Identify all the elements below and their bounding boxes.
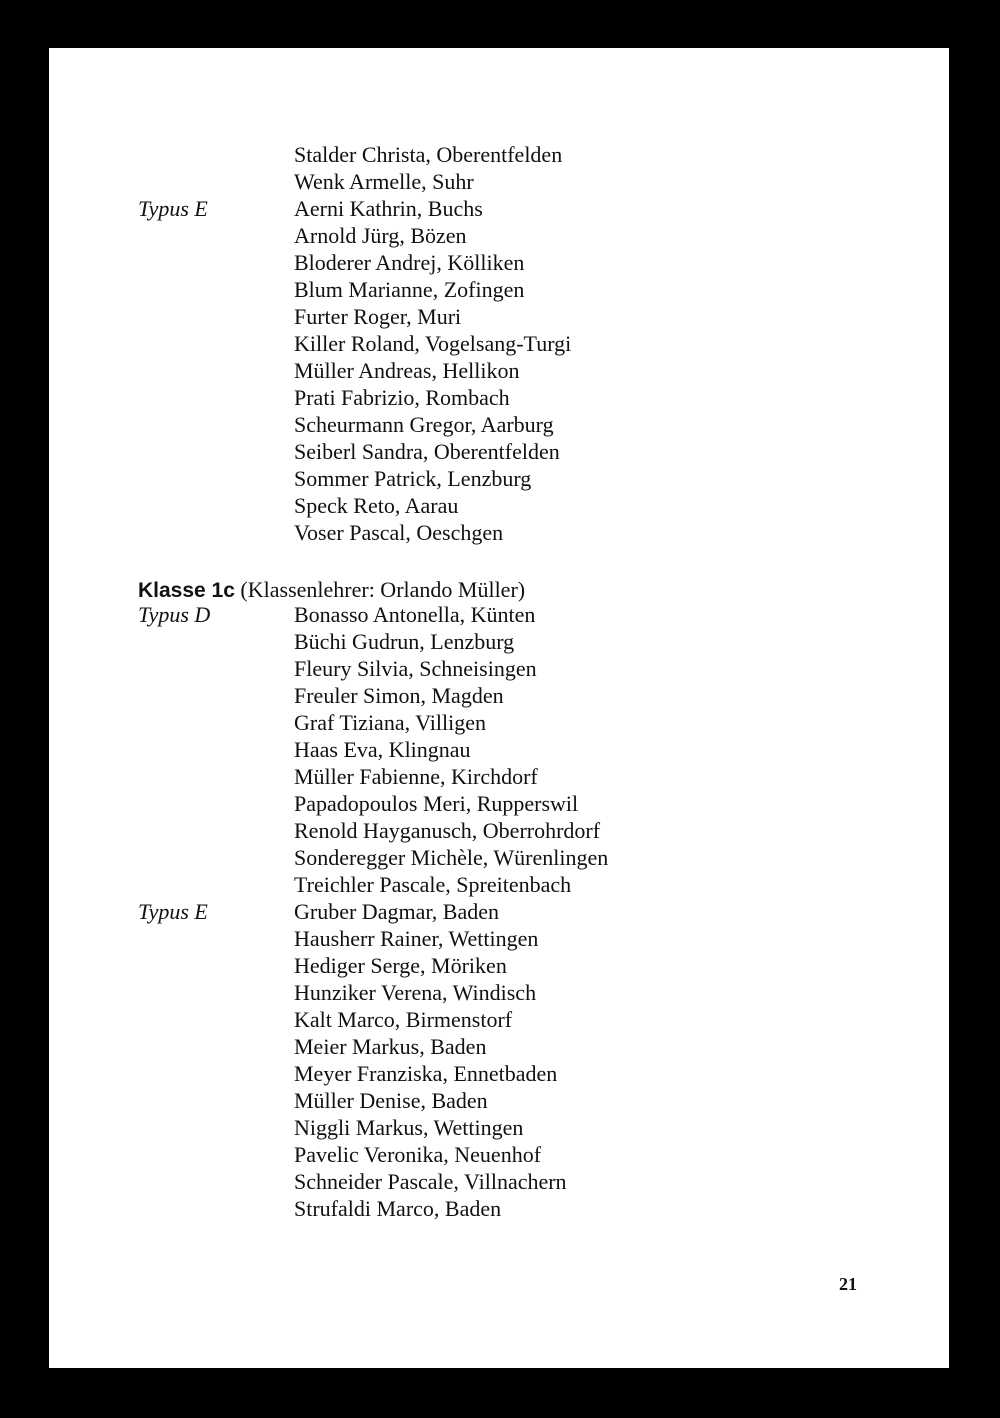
student-entry: Kalt Marco, Birmenstorf bbox=[294, 1007, 513, 1032]
list-item bbox=[49, 1060, 949, 1087]
list-item bbox=[49, 276, 949, 303]
student-entry: Meier Markus, Baden bbox=[294, 1034, 487, 1059]
list-item bbox=[49, 952, 949, 979]
student-entry: Hediger Serge, Möriken bbox=[294, 953, 507, 978]
list-item bbox=[49, 1114, 949, 1141]
list-item bbox=[49, 709, 949, 736]
student-entry: Fleury Silvia, Schneisingen bbox=[294, 656, 537, 681]
student-entry: Haas Eva, Klingnau bbox=[294, 737, 471, 762]
class-label: Klasse 1c bbox=[138, 579, 235, 602]
student-list-2 bbox=[49, 601, 949, 1222]
student-entry: Büchi Gudrun, Lenzburg bbox=[294, 629, 515, 654]
student-entry: Meyer Franziska, Ennetbaden bbox=[294, 1061, 558, 1086]
student-list-1 bbox=[49, 141, 949, 546]
student-entry: Renold Hayganusch, Oberrohrdorf bbox=[294, 818, 601, 843]
class-teacher: (Klassenlehrer: Orlando Müller) bbox=[234, 577, 526, 602]
student-entry: Hausherr Rainer, Wettingen bbox=[294, 926, 539, 951]
list-item bbox=[49, 655, 949, 682]
student-entry: Wenk Armelle, Suhr bbox=[294, 169, 474, 194]
list-item bbox=[49, 330, 949, 357]
typus-label: Typus E bbox=[138, 196, 208, 221]
student-entry: Bonasso Antonella, Künten bbox=[294, 602, 536, 627]
student-entry: Freuler Simon, Magden bbox=[294, 683, 504, 708]
list-item bbox=[49, 601, 949, 628]
page-number: 21 bbox=[839, 1274, 857, 1294]
student-entry: Killer Roland, Vogelsang-Turgi bbox=[294, 331, 572, 356]
student-entry: Speck Reto, Aarau bbox=[294, 493, 459, 518]
student-entry: Bloderer Andrej, Kölliken bbox=[294, 250, 525, 275]
student-entry: Scheurmann Gregor, Aarburg bbox=[294, 412, 554, 437]
list-item bbox=[49, 1195, 949, 1222]
list-item bbox=[49, 628, 949, 655]
student-entry: Voser Pascal, Oeschgen bbox=[294, 520, 504, 545]
list-item bbox=[49, 519, 949, 546]
list-item bbox=[49, 492, 949, 519]
list-item bbox=[49, 790, 949, 817]
list-item bbox=[49, 898, 949, 925]
student-entry: Niggli Markus, Wettingen bbox=[294, 1115, 524, 1140]
student-entry: Aerni Kathrin, Buchs bbox=[294, 196, 483, 221]
list-item bbox=[49, 1087, 949, 1114]
list-item bbox=[49, 1141, 949, 1168]
student-entry: Treichler Pascale, Spreitenbach bbox=[294, 872, 572, 897]
list-item bbox=[49, 1033, 949, 1060]
student-entry: Papadopoulos Meri, Rupperswil bbox=[294, 791, 579, 816]
list-item bbox=[49, 871, 949, 898]
typus-label: Typus D bbox=[138, 602, 211, 627]
list-item bbox=[49, 222, 949, 249]
student-entry: Sonderegger Michèle, Würenlingen bbox=[294, 845, 609, 870]
student-entry: Seiberl Sandra, Oberentfelden bbox=[294, 439, 560, 464]
list-item bbox=[49, 195, 949, 222]
student-entry: Pavelic Veronika, Neuenhof bbox=[294, 1142, 542, 1167]
list-item bbox=[49, 763, 949, 790]
student-entry: Müller Denise, Baden bbox=[294, 1088, 488, 1113]
list-item bbox=[49, 438, 949, 465]
list-item bbox=[49, 682, 949, 709]
list-item bbox=[49, 1168, 949, 1195]
list-item bbox=[49, 357, 949, 384]
list-item bbox=[49, 465, 949, 492]
student-entry: Schneider Pascale, Villnachern bbox=[294, 1169, 567, 1194]
student-entry: Stalder Christa, Oberentfelden bbox=[294, 142, 563, 167]
student-entry: Sommer Patrick, Lenzburg bbox=[294, 466, 532, 491]
student-entry: Müller Fabienne, Kirchdorf bbox=[294, 764, 538, 789]
student-entry: Blum Marianne, Zofingen bbox=[294, 277, 525, 302]
list-item bbox=[49, 249, 949, 276]
list-item bbox=[49, 168, 949, 195]
list-item bbox=[49, 141, 949, 168]
list-item bbox=[49, 411, 949, 438]
list-item bbox=[49, 925, 949, 952]
list-item bbox=[49, 844, 949, 871]
student-entry: Graf Tiziana, Villigen bbox=[294, 710, 486, 735]
student-entry: Arnold Jürg, Bözen bbox=[294, 223, 467, 248]
list-item bbox=[49, 1006, 949, 1033]
list-item bbox=[49, 384, 949, 411]
student-entry: Prati Fabrizio, Rombach bbox=[294, 385, 510, 410]
list-item bbox=[49, 303, 949, 330]
student-entry: Strufaldi Marco, Baden bbox=[294, 1196, 502, 1221]
student-entry: Müller Andreas, Hellikon bbox=[294, 358, 520, 383]
student-entry: Furter Roger, Muri bbox=[294, 304, 462, 329]
typus-label: Typus E bbox=[138, 899, 208, 924]
list-item bbox=[49, 817, 949, 844]
list-item bbox=[49, 736, 949, 763]
list-item bbox=[49, 979, 949, 1006]
student-entry: Hunziker Verena, Windisch bbox=[294, 980, 537, 1005]
document-page bbox=[49, 48, 949, 1368]
student-entry: Gruber Dagmar, Baden bbox=[294, 899, 499, 924]
